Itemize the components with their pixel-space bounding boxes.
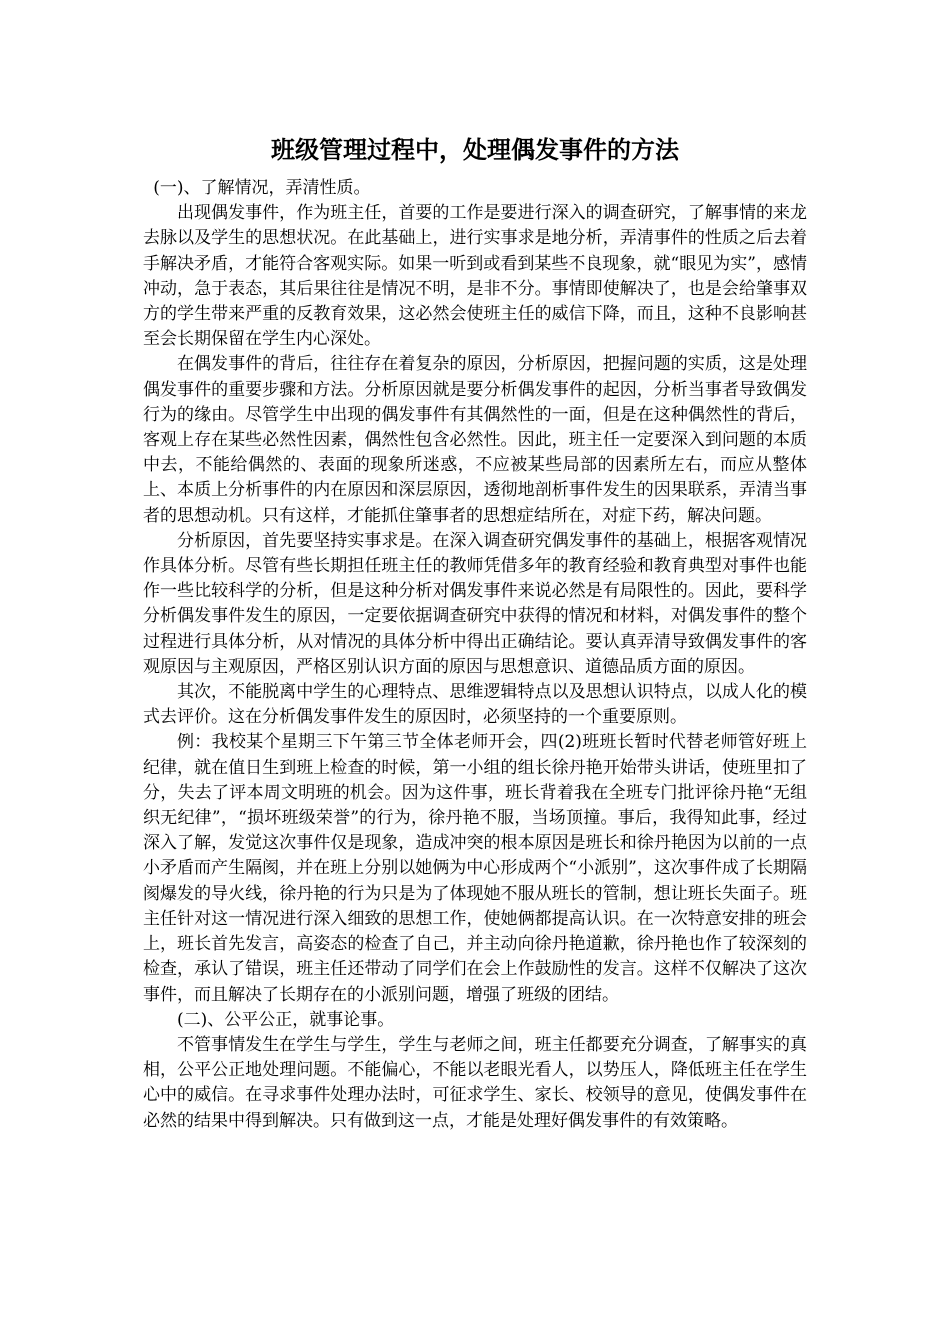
paragraph: 分析原因，首先要坚持实事求是。在深入调查研究偶发事件的基础上，根据客观情况作具体分析。尽管有些长期担任班主任的教师凭借多年的教育经验和教育典型对事件也能作一些比较科学的分析，但是这种分析对偶发事件来说必然是有局限性的。因此，要科学分析偶发事件发生的原因，一定要依据调查研究中获得的情况和材料，对偶发事件的整个过程进行具体分析，从对情况的具体分析中得出正确结论。要认真弄清导致偶发事件的客观原因与主观原因，严格区别认识方面的原因与思想意识、道德品质方面的原因。 [143, 530, 807, 677]
document-title: 班级管理过程中，处理偶发事件的方法 [271, 136, 679, 164]
paragraph: 出现偶发事件，作为班主任，首要的工作是要进行深入的调查研究，了解事情的来龙去脉以及学生的思想状况。在此基础上，进行实事求是地分析，弄清事件的性质之后去着手解决矛盾，才能符合客观实际。如果一听到或看到某些不良现象，就“眼见为实”，感情冲动，急于表态，其后果往往是情况不明，是非不分。事情即使解决了，也是会给肇事双方的学生带来严重的反教育效果，这必然会使班主任的威信下降，而且，这种不良影响甚至会长期保留在学生内心深处。 [143, 203, 807, 350]
paragraph: 在偶发事件的背后，往往存在着复杂的原因，分析原因，把握问题的实质，这是处理偶发事件的重要步骤和方法。分析原因就是要分析偶发事件的起因，分析当事者导致偶发行为的缘由。尽管学生中出现的偶发事件有其偶然性的一面，但是在这种偶然性的背后，客观上存在某些必然性因素，偶然性包含必然性。因此，班主任一定要深入到问题的本质中去，不能给偶然的、表面的现象所迷惑，不应被某些局部的因素所左右，而应从整体上、本质上分析事件的内在原因和深层原因，透彻地剖析事件发生的因果联系，弄清当事者的思想动机。只有这样，才能抓住肇事者的思想症结所在，对症下药，解决问题。 [143, 354, 807, 526]
paragraph: 其次，不能脱离中学生的心理特点、思维逻辑特点以及思想认识特点，以成人化的模式去评价。这在分析偶发事件发生的原因时，必须坚持的一个重要原则。 [143, 682, 807, 728]
paragraph: 不管事情发生在学生与学生，学生与老师之间，班主任都要充分调查，了解事实的真相，公平公正地处理问题。不能偏心，不能以老眼光看人，以势压人，降低班主任在学生心中的威信。在寻求事件处理办法时，可征求学生、家长、校领导的意见，使偶发事件在必然的结果中得到解决。只有做到这一点，才能是处理好偶发事件的有效策略。 [143, 1034, 807, 1131]
document-body [143, 176, 807, 1134]
section-heading-2: (二)、公平公正，就事论事。 [177, 1009, 395, 1030]
paragraph: 例：我校某个星期三下午第三节全体老师开会，四(2)班班长暂时代替老师管好班上纪律，就在值日生到班上检查的时候，第一小组的组长徐丹艳开始带头讲话，使班里扣了分，失去了评本周文明班的机会。因为这件事，班长背着我在全班专门批评徐丹艳“无组织无纪律”，“损坏班级荣誉”的行为，徐丹艳不服，当场顶撞。事后，我得知此事，经过深入了解，发觉这次事件仅是现象，造成冲突的根本原因是班长和徐丹艳因为以前的一点小矛盾而产生隔阂，并在班上分别以她俩为中心形成两个“小派别”，这次事件成了长期隔阂爆发的导火线，徐丹艳的行为只是为了体现她不服从班长的管制，想让班长失面子。班主任针对这一情况进行深入细致的思想工作，使她俩都提高认识。在一次特意安排的班会上，班长首先发言，高姿态的检查了自己，并主动向徐丹艳道歉，徐丹艳也作了较深刻的检查，承认了错误，班主任还带动了同学们在会上作鼓励性的发言。这样不仅解决了这次事件，而且解决了长期存在的小派别问题，增强了班级的团结。 [143, 732, 807, 1005]
section-heading-1: (一)、了解情况，弄清性质。 [153, 178, 371, 198]
